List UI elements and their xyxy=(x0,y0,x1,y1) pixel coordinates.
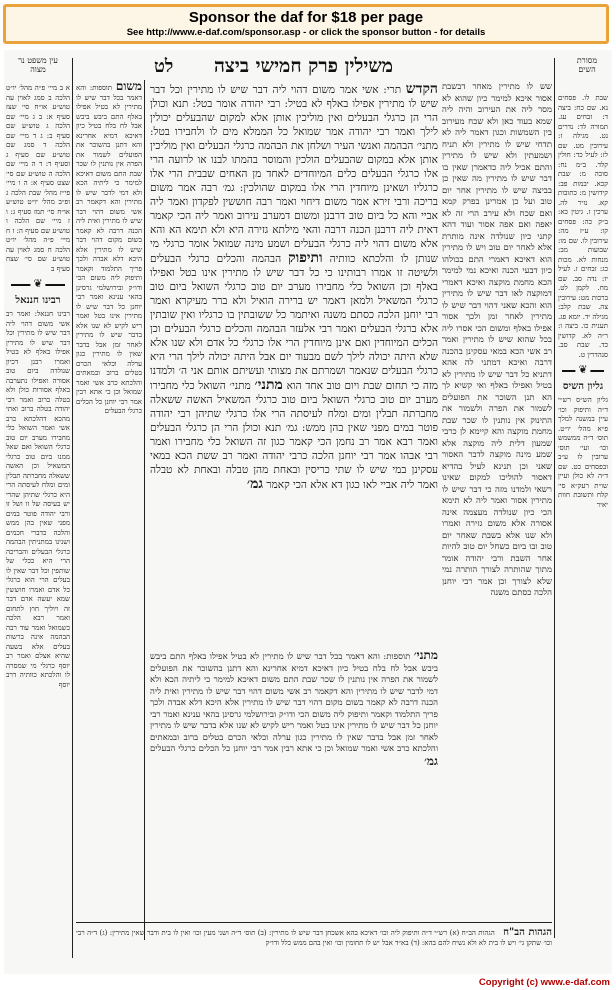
keyword-mishnah: מתני׳ xyxy=(254,377,283,393)
left-margin-label: עין משפט נר מצוה xyxy=(18,56,58,74)
column-divider xyxy=(144,80,145,940)
gilyon-hashas-text: גליון הש״ס רש״י ד״ה ותיפוק וכו׳ עיין במשנה למלך פ״א מהל׳ יו״ט. תוס׳ ד״ה ממשמש וכו׳ ועי׳ תוס׳ ערובין לז ע״ב ובפסחים כט. שם ד״ה לא כולן ועיין שו״ת רעק״א סי׳ קלח ותשובת חוות יאיר xyxy=(558,396,608,509)
right-margin-label: מסורת השים xyxy=(576,56,598,74)
page-number: לט xyxy=(154,56,174,77)
hagahot-text: הגהות הב״ח (א) רש״י ד״ה ותיפוק ליה וכו׳ דאיכא בהא אשכחן דבר שיש לו מתירין: (ב) תוס׳ ד״ה ושני מעין וכו׳ ואין לו בית ודבר שאין מתירין: (ג) ד״ה רבי וכו׳ שתקן גי׳ ויש לו בית לא ולא נשיח להם בהא: (ד) בא״ד אבל יש לו תחומין וכו׳ ואין בהם ממש כלל ודו״ק xyxy=(76,929,552,947)
talmud-page xyxy=(4,50,612,974)
hagahot-label: הגהות הב"ח xyxy=(503,927,552,938)
tosafot-text: תוספות: והא דאמר בכל דבר שיש לו מתירין לא בטיל אפילו באלף התם ביבש ביבש אבל לח בלח בטיל כיון דאיכא דמיא אחרינא והא דתנן בהשוכר את הפועלים לשמור את הפרה אין נותנין לו שכר שבת התם משום דאיכא למימר כי ליתיה הכא ולא דמי לדבר שיש לו מתירין והא דקאמר רב אשי משום דהוי דבר שיש לו מתירין ואית ליה הכנה דרבה לא קאמר בשום מקום דהוי דבר שיש לו מתירין אלא היכא דלא אבדה ולכך פריך התלמוד וקאמר ותיפוק ליה משום הכי ודו״ק ובירושלמי גרסינן בהאי ענינא ואמר רבי יוחנן כל דבר שיש לו מתירין אינו בטל ואמר ריש לקיש לא שנו אלא בדבר שיש לו מתירין לאחר זמן אבל בדבר שאין לו מתירין כגון ערלה וכלאי הכרם בטלים ברוב ובמאתים והלכתא כרב אשי ואמר שמואל וכן כי אתא רבין אמר רבי יוחנן כל הכלים כרגלי הבעלים xyxy=(76,84,142,415)
sponsor-banner[interactable] xyxy=(3,4,609,44)
rashi-column xyxy=(442,82,552,944)
column-divider xyxy=(72,58,73,958)
masoret-hashas-text: שבת לו. פסחים נא. שם כח: ביצה ד: זבחים עג. תמורה לד: נדרים נט. מגילה ז: עירובין מט. שם לז: לעיל כד: חולין קלד. ב״מ נח: סוכה מ: שבת קכא. יבמות פב: קידושין מ: כתובות קא. נזיר לה. ערכין ז. גיטין כא: ב״ק כה: פסחים קו: ע״ז מה: עירובין לו. שם מו: שבועות מב: מנחות לא. מכות כג: זבחים ז. לעיל יז: נדה סב. שם מח. לקמן לט. ברכות מט: עירובין צה. שבת קלב: מגילה יד. יומא פג. תענית כו. ביצה ו: ר״ה לא. קדושין כד. שבת סב. סנהדרין ט. xyxy=(558,94,608,359)
section-ornament xyxy=(6,277,70,291)
hagahot-block xyxy=(76,926,552,970)
ein-mishpat-column xyxy=(6,84,70,944)
running-title: משילין פרק חמישי ביצה xyxy=(214,55,394,77)
lower-commentary-text: תוספות: והא דאמר בכל דבר שיש לו מתירין לא בטיל אפילו באלף התם ביבש ביבש אבל לח בלח בטיל כיון דאיכא דמיא אחרינא והא דתנן בהשוכר את הפועלים לשמור את הפרה אין נותנין לו שכר שבת התם משום דאיכא למימר כי ליתיה הכא ולא דמי לדבר שיש לו מתירין והא דקאמר רב אשי משום דהוי דבר שיש לו מתירין ואית ליה הכנה דרבה לא קאמר בשום מקום דהוי דבר שיש לו מתירין אלא היכא דלא אבדה ולכך פריך התלמוד וקאמר ותיפוק ליה משום הכי ודו״ק ובירושלמי גרסינן בהאי ענינא ואמר רבי יוחנן כל דבר שיש לו מתירין אינו בטל ואמר ריש לקיש לא שנו אלא בדבר שיש לו מתירין לאחר זמן אבל בדבר שאין לו מתירין כגון ערלה וכלאי הכרם בטלים ברוב ובמאתים והלכתא כרב אשי ואמר שמואל וכן כי אתא רבין אמר רבי יוחנן כל הכלים כרגלי הבעלים xyxy=(150,652,438,754)
gemara-main xyxy=(150,82,438,642)
gemara-upper-text: תרי: אשי אמר משום דהוי ליה דבר שיש לו מתירין וכל דבר שיש לו מתירין אפילו באלף לא בטיל: רבי יהודה אומר בטל: תנא וכולן הרי הן כרגלי הבעלים ואין מוליכין אותן אלא למקום שהבעלים יכולין לילך ואמר רבי יהודה אמר שמואל כל הממלא מים לו ולחבירו בטל: מתני׳ הבהמה ואנשי העיר ושלחן את הבהמה כרגלי הבעלים ואין מוליכין אותן אלא במקום שהבעלים הולכין והמוסר בהמתו לבנו או לרועה הרי אלו כרגלי הבעלים כלים המיוחדים לאחד מן האחים שבבית הרי אלו כרגליו ושאינן מיוחדין הרי אלו במקום שהולכין: גמ׳ רבה אמר משום בריכה ורבי זירא אמר משום דיחוי ואמר רבה חוששין לפקדון ואמר ליה אביי והא כל ביום טוב דרבנן ומשום דמערב עירוב ואמר ליה הכי קאמר דאית ליה דרבנן הכנה דרבה והאי מילתא גזירה היא ולא תימא הא והא אלא משום דהוי ליה כרגלי הבעלים ושמע מינה שמואל אומר כרגלי מי שנותן לו והלכתא כוותיה xyxy=(150,84,438,265)
tosafot-column xyxy=(76,82,142,942)
banner-title[interactable]: Sponsor the daf for $18 per page xyxy=(188,9,424,26)
rabbeinu-chananel-text: רבינו חננאל: ואמר רב אשי משום דהוי ליה דבר שיש לו מתירין וכל דבר שיש לו מתירין אפילו באלף לא בטיל ואמרו רבנן דכיון שנולדה ביום טוב אסורה ואפילו נתערבה באלף אסורות כולן ולא בטלה ברוב ואמר רבי יהודה בטלה ברוב ואתי מהכא דהלכתא כרב אשי ואמר השואל כלי מחבירו מערב יום טוב כרגלי השואל ואם שאל ממנו ביום טוב כרגלי המשאיל וכן האשה ששאלה מחברתה תבלין ומים ומלח לעיסתה הרי היא כרגלי שתיהן שהרי יש בעיסה של זו ושל זו ורבי יהודה פוטר במים מפני שאין בהן ממש והלכה כדברי חכמים ושנינו במתניתין הבהמה כרגלי הבעלים והבריכה הרי היא ככלי של שותפין וכל דבר שאין לו בעלים הרי הוא כרגלי כל אדם ואמרו חוששין שמא יעשה אדם דבר זה ויוליך חוץ לתחום ואמר רבא הלכה כשמואל ואמר עוד רבה הבהמה אינה ברשות בעלים אלא בשעה שהיא אצלם ואמר רב יוסף כרגלי מי שמסרה לו והלכתא כוותיה דרב יוסף xyxy=(6,310,70,689)
keyword-gemara-lower: גמ׳ xyxy=(424,753,438,768)
ein-mishpat-text: א ב מיי׳ פ״ה מהל׳ יו״ט הלכה ב סמג לאוין עה טוש״ע או״ח סי׳ שצז סעיף א: ב ג מיי׳ שם הלכה ג טוש״ע שם סעיף ב: ג ד מיי׳ שם הלכה ד סמג שם טוש״ע שם סעיף ג וסעיף ד: ד ה מיי׳ שם הלכה ה טוש״ע שם סי׳ שצט סעיף א: ה ו מיי׳ פי״ז מהל׳ שבת הלכה ג ופ״ב מהל׳ יו״ט טוש״ע או״ח סי׳ תמז סעיף ג: ו ז מיי׳ שם הלכה ו טוש״ע שם סעיף ה: ז ח מיי׳ פ״ה מהל׳ יו״ט הלכה ח סמג לאוין עה טוש״ע שם סי׳ שצח סעיף ב xyxy=(6,84,70,273)
section-ornament xyxy=(558,363,608,377)
keyword-ki: משום xyxy=(115,82,142,93)
banner-subtitle[interactable]: See http://www.e-daf.com/sponsor.asp - or click the sponsor button - for details xyxy=(126,27,486,38)
footnote-divider xyxy=(76,922,552,923)
gemara-middle-text: הבהמה והכלים כרגלי הבעלים ולשיטה זו אמרו רבותינו כי כל דבר שיש לו מתירין אינו בטל ואפילו באלף וכן השואל כלי מחבירו מערב יום טוב כרגלי השואל ביום טוב כרגלי המשאיל ולמאן דאמר יש ברירה הואיל ולא ברר מעיקרא ואמר רבי יוחנן הלכה כסתם משנה ואיתמר כל ששובתין בו כרגליו ואין שובתין אלא ברגלי הבעלים ואמר רבי אלעזר הבהמה והכלים כרגלי הבעלים וכן הכלים המיוחדין ואם אינן מיוחדין הרי אלו כרגלי כל אדם ולא שנו אלא שלא היתה יכולה לילך לשם מבעוד יום אבל היתה יכולה לילך הרי היא כרגלי הבעלים שנאמר ושמרתם את מצותי ועשיתם אותם אני ה׳ ולמדנו מזה כי תחום שבת ויום טוב אחד הוא xyxy=(150,253,438,392)
gemara-lower-text: מתני׳ השואל כלי מחבירו מערב יום טוב כרגלי השואל ביום טוב כרגלי המשאיל האשה ששאלה מחברתה תבלין ומים ומלח לעיסתה הרי אלו כרגלי שתיהן רבי יהודה פוטר במים מפני שאין בהן ממש: גמ׳ תנא וכולן הרי הן כרגלי הבעלים ואמר רבא אמר רב נחמן הכי קאמר כגון זה השואל כלי מחבירו ואמר רבי אבהו אמר רבי יוחנן הלכה כרבי יהודה ואמר רב ששת הכא במאי עסקינן במי שיש לו שתי כריסין ובאחת מהן טבלה ובאחת לא טבלה ואמר ליה אביי לאו כגון דא אלא הכי קאמר xyxy=(150,380,438,491)
keyword-gemara: גמ׳ xyxy=(246,476,264,492)
gilyon-hashas-label: גליון השיס xyxy=(562,381,604,392)
keyword-hekdesh: הקדש xyxy=(405,82,438,97)
copyright-link[interactable]: Copyright (c) www.e-daf.com xyxy=(478,977,610,988)
column-divider xyxy=(554,58,555,938)
masoret-hashas xyxy=(558,94,608,934)
lower-commentary xyxy=(150,650,438,918)
rashi-text: שש לו מתירין מאחר דבשבת אסור איכא למימר כיון שהוא לא מסר ליה את העירוב והיה ליה שמא בעוד כאן ולא שכח מעירוב בין השמשות וכגון דאמר ליה לא תדחי שיש לו מתירין ולא תניח ושמעתין ולא שיש לו מתירין והתם אכיל ליה כדאמרן שאין בו דבר שיש לו מתירין מה שאין כן בביצה שיש לו מתירין אחר יום טוב ועל כן אמרינן בפרק קמא ואם שכח ולא עירב הרי זה לא יאפה ואם אפה אסור ועוד דהא קתני כיון שנולדה אינה מותרת אלא לאחר יום טוב ויש לו מתירין הוא דאיכא דאמרי התם בכולהו כיון דבעי הכנה ואיכא נמי למימר הכא מחמת מוקצה ואיכא דאמרי דמוקצה לאו דבר שיש לו מתירין הוא והכא שאני דהוי דבר שיש לו מתירין לאחר זמן ולכך אסור אפילו באלף ומשום הכי אסרו ליה בכל שהוא שיש לו מתירין ואמר רב אשי הכא במאי עסקינן בהכנה דרבה ואיכא דמתני לה אהא דתניא כל דבר שיש לו מתירין לא בטיל ואפילו באלף ואי קשיא לך הא תנן השוכר את הפועלים לשמור את הפרה ולשמור את התינוק אין נותנין לו שכר שבת מחמת מוקצה והא קיימא לן כרבי שמעון דלית ליה מוקצה אלא שמע מינה מוקצה לדבר האסור שאני וכן תנינא לעיל בהדיא דאסור להוליכו למקום שאינו רשאי ולמדנו מזה כי דבר שיש לו מתירין אסור ואמר ליה לא תימא הכי כיון שנולדה מעצמה אינה אסורה אלא משום גזירה ואמרו ולא שנו אלא בשבת שאחר יום טוב ובו ביום כשחל יום טוב להיות אחר השבת ורבי יהודה אומר מתוך שהותרה לצורך הותרה נמי שלא לצורך וכן אמר רבי יוחנן הלכה כסתם משנה xyxy=(442,82,552,598)
keyword-mishnah-lower: מתני׳ xyxy=(413,650,438,662)
keyword-vetipok: ותיפוק xyxy=(288,250,323,266)
rabbeinu-chananel-label: רבינו חננאל xyxy=(15,295,61,306)
